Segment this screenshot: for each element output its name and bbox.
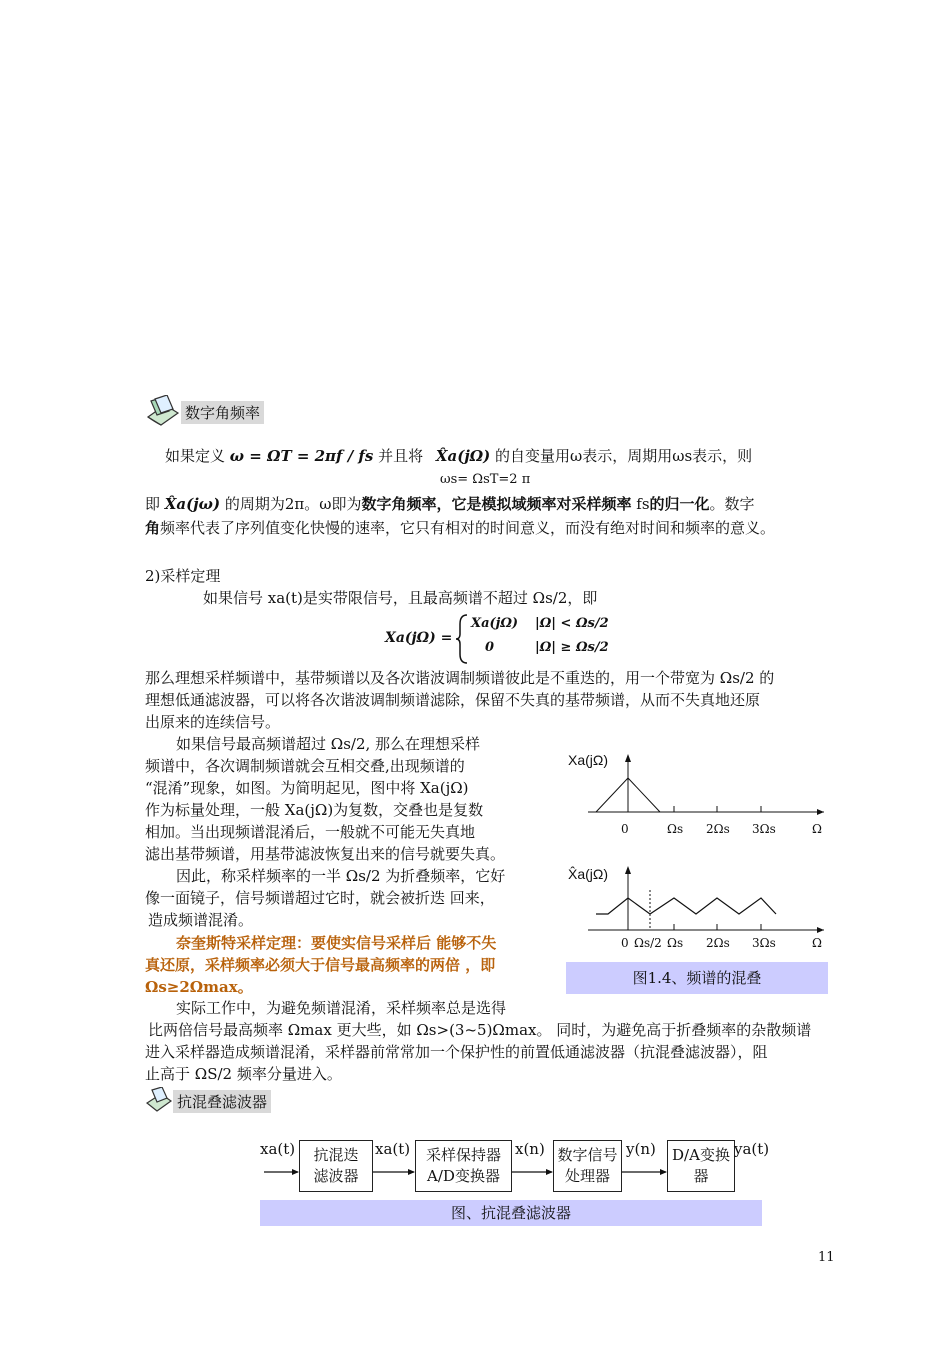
- paragraph-line: 像一面镜子，信号频谱超过它时，就会被折迭 回来，: [145, 889, 495, 907]
- bottom-axis-arrow: [817, 927, 824, 933]
- text: 的自变量用ω表示，周期用ωs表示，则: [495, 447, 753, 465]
- text: 。数字: [709, 495, 755, 513]
- paragraph-line: 造成频谱混淆。: [148, 911, 254, 929]
- case2-condition: |Ω| ≥ Ωs/2: [535, 640, 609, 655]
- piecewise-formula: [385, 612, 625, 664]
- omega-s-formula: ωs= ΩsT=2 π: [440, 472, 531, 487]
- top-plot-label: Xa(jΩ): [568, 752, 609, 768]
- text: 频率代表了序列值变化快慢的速率，它只有相对的时间意义，而没有绝对时间和频率的意义。: [160, 519, 776, 537]
- paragraph-line: 出原来的连续信号。: [145, 713, 281, 731]
- paragraph-line: 相加。当出现频谱混淆后，一般就不可能无失真地: [145, 823, 476, 841]
- dac-block: D/A变换 器: [667, 1140, 735, 1192]
- book-icon: [145, 395, 181, 429]
- top-tick-label: Ωs: [667, 822, 684, 836]
- top-tick-label: Ω: [812, 822, 822, 836]
- dsp-block: 数字信号 处理器: [553, 1140, 622, 1192]
- bottom-tick-label: Ωs/2: [634, 936, 662, 950]
- bold-text: 的归一化: [649, 495, 710, 513]
- book-icon: [145, 1087, 173, 1115]
- page-number: 11: [818, 1250, 835, 1265]
- top-yaxis-arrow: [625, 754, 631, 762]
- fs-symbol: fs: [636, 495, 650, 513]
- aliasing-plot: [566, 742, 828, 962]
- aliasing-figure: [566, 742, 828, 962]
- bottom-tick-label: 2Ωs: [706, 936, 730, 950]
- nyquist-theorem-line: 奈奎斯特采样定理：要使实信号采样后 能够不失: [176, 934, 497, 952]
- paragraph-line: 比两倍信号最高频率 Ωmax 更大些，如 Ωs>(3~5)Ωmax。 同时，为避免高于折叠频率的杂散频谱: [148, 1021, 812, 1039]
- sample-hold-adc-block: 采样保持器 A/D变换器: [415, 1140, 512, 1192]
- input-signal-label: xa(t): [260, 1140, 296, 1158]
- case1-condition: |Ω| < Ωs/2: [535, 616, 609, 631]
- paragraph-line: 作为标量处理，一般 Xa(jΩ)为复数，交叠也是复数: [145, 801, 484, 819]
- aliasing-figure-caption: 图1.4、频谱的混叠: [566, 962, 828, 994]
- paragraph-line: 因此，称采样频率的一半 Ωs/2 为折叠频率，它好: [176, 867, 506, 885]
- text: 即: [145, 495, 161, 513]
- digital-signal-label: x(n): [515, 1140, 545, 1158]
- formula-xa: X̂a(jΩ): [435, 447, 491, 465]
- bandlimited-intro: 如果信号 xa(t)是实带限信号，且最高频谱不超过 Ωs/2，即: [203, 589, 598, 607]
- section-title-sampling-theorem: 2)采样定理: [145, 567, 221, 585]
- bottom-plot-label: X̂a(jΩ): [568, 866, 609, 882]
- paragraph-line: 进入采样器造成频谱混淆，采样器前常常加一个保护性的前置低通滤波器（抗混叠滤波器），阻: [145, 1043, 768, 1061]
- heading-label: 数字角频率: [181, 401, 264, 424]
- paragraph-line: 实际工作中，为避免频谱混淆，采样频率总是选得: [176, 999, 507, 1017]
- formula-lhs: Xa(jΩ) =: [385, 630, 453, 646]
- paragraph-line: 那么理想采样频谱中，基带频谱以及各次谐波调制频谱彼此是不重迭的，用一个带宽为 Ωs/2 的: [145, 669, 775, 687]
- paragraph-line: 频谱中，各次调制频谱就会互相交叠,出现频谱的: [145, 757, 465, 775]
- paragraph-line: 如果信号最高频谱超过 Ωs/2, 那么在理想采样: [176, 735, 481, 753]
- digital-freq-line: [145, 494, 835, 514]
- brace-icon: [455, 614, 469, 664]
- formula-omega: ω = ΩT = 2πf / fs: [229, 447, 374, 465]
- paragraph-line: “混淆”现象，如图。为简明起见，图中将 Xa(jΩ): [145, 779, 469, 797]
- case1-value: Xa(jΩ): [471, 616, 519, 631]
- processed-signal-label: y(n): [626, 1140, 656, 1158]
- top-tick-label: 2Ωs: [706, 822, 730, 836]
- block-diagram-caption: 图、抗混叠滤波器: [260, 1200, 762, 1226]
- aliased-spectrum: [596, 898, 776, 914]
- bottom-tick-label: Ωs: [667, 936, 684, 950]
- anti-aliasing-block-diagram: [258, 1136, 770, 1200]
- filtered-signal-label: xa(t): [375, 1140, 411, 1158]
- paragraph-line: 止高于 ΩS/2 频率分量进入。: [145, 1065, 342, 1083]
- digital-freq-meaning: [145, 518, 835, 538]
- definition-line: [165, 446, 855, 466]
- bottom-tick-label: Ω: [812, 936, 822, 950]
- top-tick-label: 3Ωs: [752, 822, 776, 836]
- section-heading-digital-angular-frequency: [145, 395, 264, 429]
- output-signal-label: ya(t): [734, 1140, 770, 1158]
- bold-text: 数字角频率，它是模拟域频率对采样频率: [361, 495, 632, 513]
- text: 并且将: [378, 447, 424, 465]
- top-axis-arrow: [817, 809, 824, 815]
- section-heading-anti-aliasing-filter: [145, 1087, 271, 1115]
- bold-text: 角: [145, 519, 161, 537]
- bottom-tick-label: 0: [621, 936, 629, 950]
- top-tick-label: 0: [621, 822, 629, 836]
- nyquist-theorem-line: Ωs≥2Ωmax。: [145, 978, 253, 996]
- bottom-tick-label: 3Ωs: [752, 936, 776, 950]
- heading-label: 抗混叠滤波器: [173, 1090, 271, 1113]
- nyquist-theorem-line: 真还原，采样频率必须大于信号最高频率的两倍 ，即: [145, 956, 496, 974]
- paragraph-line: 理想低通滤波器，可以将各次谐波调制频谱滤除，保留不失真的基带频谱，从而不失真地还原: [145, 691, 761, 709]
- text: 如果定义: [165, 447, 226, 465]
- paragraph-line: 滤出基带频谱，用基带滤波恢复出来的信号就要失真。: [145, 845, 506, 863]
- case2-value: 0: [485, 640, 495, 655]
- anti-aliasing-filter-block: 抗混迭 滤波器: [299, 1140, 373, 1192]
- bottom-yaxis-arrow: [625, 866, 631, 874]
- text: 的周期为2π。ω即为: [224, 495, 362, 513]
- formula-xa-omega: X̂a(jω): [164, 495, 221, 513]
